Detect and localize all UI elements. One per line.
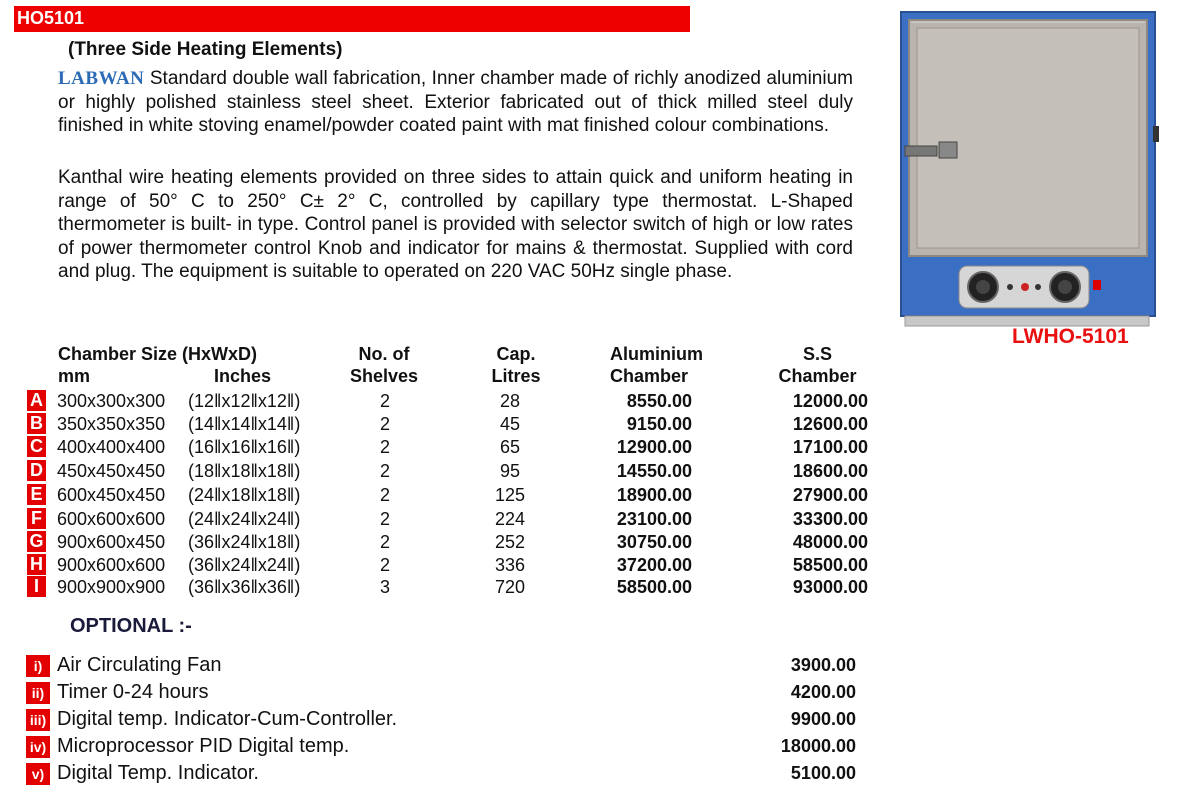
row-label-badge: C <box>27 436 46 457</box>
table-row <box>0 435 900 459</box>
price-ss: 27900.00 <box>792 485 868 505</box>
size-mm: 600x600x600 <box>57 509 166 529</box>
capacity: 95 <box>499 461 521 481</box>
size-mm: 300x300x300 <box>57 391 166 411</box>
size-inches: (24‖x24‖x24‖) <box>188 509 301 529</box>
price-ss: 17100.00 <box>792 437 868 457</box>
price-ss: 12600.00 <box>792 414 868 434</box>
description-text-1: Standard double wall fabrication, Inner chamber made of richly anodized aluminium or highly polished stainless steel sheet. Exterior fabricated out of thick milled steel duly finished in white stoving enamel/powder coated paint with mat finished colour combinations. <box>58 68 853 136</box>
shelves: 2 <box>379 555 390 575</box>
optional-title: OPTIONAL :- <box>70 615 192 637</box>
row-label-badge: B <box>27 413 46 434</box>
capacity: 252 <box>494 532 526 552</box>
price-aluminium: 9150.00 <box>626 414 692 434</box>
product-code-bar <box>14 6 690 32</box>
optional-item <box>0 760 900 786</box>
optional-price: 3900.00 <box>790 655 856 675</box>
capacity: 125 <box>494 485 526 505</box>
table-row <box>0 389 900 413</box>
header-ss-line2: Chamber <box>778 366 857 386</box>
price-aluminium: 30750.00 <box>616 532 692 552</box>
table-row <box>0 553 900 577</box>
header-shelves-line2: Shelves <box>349 366 419 386</box>
size-mm: 900x600x600 <box>57 555 166 575</box>
optional-name: Digital Temp. Indicator. <box>57 762 259 784</box>
row-label-badge: G <box>27 531 46 552</box>
table-row <box>0 575 900 599</box>
price-aluminium: 12900.00 <box>616 437 692 457</box>
price-ss: 48000.00 <box>792 532 868 552</box>
price-aluminium: 18900.00 <box>616 485 692 505</box>
shelves: 2 <box>379 391 390 411</box>
optional-price: 5100.00 <box>790 763 856 783</box>
header-aluminium-line2: Chamber <box>610 366 689 386</box>
table-row <box>0 507 900 531</box>
description-paragraph-1 <box>58 67 853 138</box>
size-mm: 900x900x900 <box>57 577 166 597</box>
size-inches: (24‖x18‖x18‖) <box>188 485 301 505</box>
optional-name: Air Circulating Fan <box>57 654 222 676</box>
price-aluminium: 37200.00 <box>616 555 692 575</box>
capacity: 28 <box>499 391 521 411</box>
capacity: 720 <box>494 577 526 597</box>
size-mm: 600x450x450 <box>57 485 166 505</box>
shelves: 2 <box>379 532 390 552</box>
optional-price: 18000.00 <box>780 736 856 756</box>
header-cap-line2: Litres <box>491 366 541 386</box>
size-mm: 400x400x400 <box>57 437 166 457</box>
row-label-badge: H <box>27 554 46 575</box>
size-inches: (36‖x24‖x24‖) <box>188 555 301 575</box>
price-ss: 93000.00 <box>792 577 868 597</box>
price-ss: 33300.00 <box>792 509 868 529</box>
table-row <box>0 412 900 436</box>
product-model-label: LWHO-5101 <box>1012 325 1129 348</box>
capacity: 65 <box>499 437 521 457</box>
optional-label-badge: v) <box>26 763 50 785</box>
price-ss: 12000.00 <box>792 391 868 411</box>
optional-item <box>0 679 900 705</box>
optional-price: 9900.00 <box>790 709 856 729</box>
capacity: 224 <box>494 509 526 529</box>
row-label-badge: F <box>27 508 46 529</box>
price-ss: 18600.00 <box>792 461 868 481</box>
optional-item <box>0 733 900 759</box>
optional-name: Microprocessor PID Digital temp. <box>57 735 350 757</box>
row-label-badge: I <box>27 576 46 597</box>
row-label-badge: E <box>27 484 46 505</box>
size-mm: 900x600x450 <box>57 532 166 552</box>
table-row <box>0 530 900 554</box>
product-subtitle: (Three Side Heating Elements) <box>68 39 343 60</box>
header-aluminium-line1: Aluminium <box>610 344 703 364</box>
optional-label-badge: ii) <box>26 682 50 704</box>
size-inches: (16‖x16‖x16‖) <box>188 437 301 457</box>
hot-air-oven-icon <box>895 10 1160 330</box>
header-ss-line1: S.S <box>802 344 832 364</box>
size-inches: (14‖x14‖x14‖) <box>188 414 301 434</box>
price-ss: 58500.00 <box>792 555 868 575</box>
size-mm: 450x450x450 <box>57 461 166 481</box>
header-inches: Inches <box>214 366 272 386</box>
size-inches: (12‖x12‖x12‖) <box>188 391 301 411</box>
row-label-badge: D <box>27 460 46 481</box>
size-inches: (36‖x36‖x36‖) <box>188 577 301 597</box>
shelves: 2 <box>379 461 390 481</box>
header-chamber-size: Chamber Size (HxWxD) <box>58 344 258 364</box>
header-mm: mm <box>58 366 91 386</box>
optional-name: Digital temp. Indicator-Cum-Controller. <box>57 708 398 730</box>
shelves: 3 <box>379 577 390 597</box>
optional-label-badge: iv) <box>26 736 50 758</box>
optional-name: Timer 0-24 hours <box>57 681 209 703</box>
capacity: 45 <box>499 414 521 434</box>
shelves: 2 <box>379 414 390 434</box>
header-shelves-line1: No. of <box>358 344 410 364</box>
optional-price: 4200.00 <box>790 682 856 702</box>
price-aluminium: 58500.00 <box>616 577 692 597</box>
brand-name: LABWAN <box>58 68 145 89</box>
size-inches: (18‖x18‖x18‖) <box>188 461 301 481</box>
optional-label-badge: i) <box>26 655 50 677</box>
table-row <box>0 459 900 483</box>
row-label-badge: A <box>27 390 46 411</box>
shelves: 2 <box>379 437 390 457</box>
table-row <box>0 483 900 507</box>
header-cap-line1: Cap. <box>496 344 536 364</box>
shelves: 2 <box>379 509 390 529</box>
price-aluminium: 23100.00 <box>616 509 692 529</box>
product-code: HO5101 <box>17 8 85 28</box>
capacity: 336 <box>494 555 526 575</box>
price-aluminium: 8550.00 <box>626 391 692 411</box>
description-paragraph-2: Kanthal wire heating elements provided on three sides to attain quick and uniform heating in range of 50° C to 250° C± 2° C, controlled by capillary type thermostat. L-Shaped thermometer is built- in type. Control panel is provided with selector switch of high or low rates of power thermometer control Knob and indicator for mains & thermostat. Supplied with cord and plug. The equipment is suitable to operated on 220 VAC 50Hz single phase. <box>58 167 853 282</box>
size-inches: (36‖x24‖x18‖) <box>188 532 301 552</box>
optional-label-badge: iii) <box>26 709 50 731</box>
optional-item <box>0 706 900 732</box>
optional-item <box>0 652 900 678</box>
price-aluminium: 14550.00 <box>616 461 692 481</box>
size-mm: 350x350x350 <box>57 414 166 434</box>
shelves: 2 <box>379 485 390 505</box>
